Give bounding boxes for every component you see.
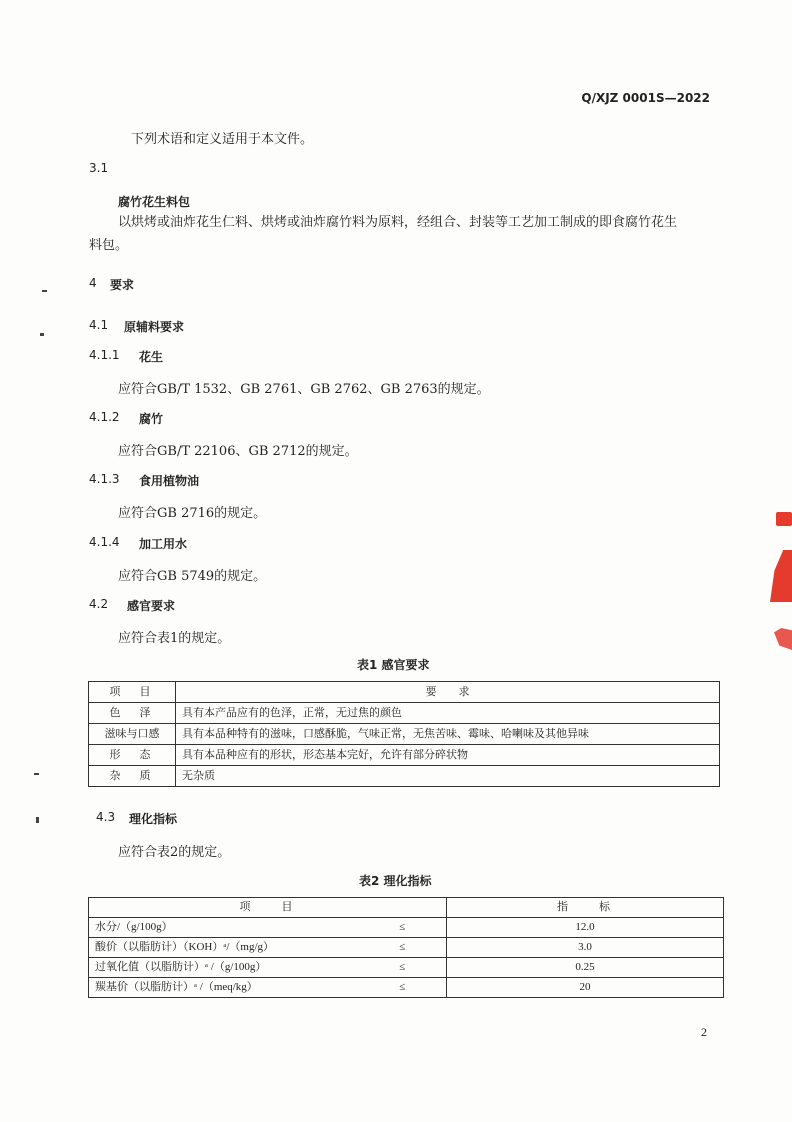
section-4-1-1-text: 应符合GB/T 1532、GB 2761、GB 2762、GB 2763的规定。	[118, 382, 490, 397]
section-4-1-title: 原辅料要求	[124, 320, 185, 334]
table-row	[89, 938, 724, 958]
intro-text: 下列术语和定义适用于本文件。	[131, 132, 314, 147]
section-4-1-2-text: 应符合GB/T 22106、GB 2712的规定。	[118, 444, 358, 459]
table1-cell-item: 形 态	[89, 745, 176, 766]
table1-caption: 表1 感官要求	[357, 658, 430, 672]
table2-cell-value: 12.0	[447, 918, 724, 938]
section-4-3-number: 4.3	[96, 810, 116, 824]
table2-cell-value: 0.25	[447, 958, 724, 978]
section-4-1-4-title: 加工用水	[139, 537, 188, 551]
table2-cell-comparator: ≤	[359, 958, 447, 978]
section-4-1-3-text: 应符合GB 2716的规定。	[118, 506, 267, 521]
section-4-1-number: 4.1	[89, 318, 109, 332]
section-4-1-3-number: 4.1.3	[89, 472, 120, 486]
table-row	[89, 724, 720, 745]
table-row	[89, 978, 724, 998]
table1-cell-requirement: 具有本产品应有的色泽，正常，无过焦的颜色	[176, 703, 720, 724]
table2-caption: 表2 理化指标	[359, 874, 432, 888]
section-4-1-1-title: 花生	[139, 350, 164, 364]
document-code: Q/XJZ 0001S—2022	[581, 91, 710, 105]
section-4-3-text: 应符合表2的规定。	[118, 845, 231, 860]
table2-cell-item: 过氧化值（以脂肪计）ᵃ /（g/100g）	[89, 958, 359, 978]
table-physicochemical-indicators	[88, 897, 724, 998]
table2-cell-item: 酸价（以脂肪计）（KOH）ᵃ/（mg/g）	[89, 938, 359, 958]
section-4-1-1-number: 4.1.1	[89, 348, 120, 362]
scan-mark	[36, 817, 39, 823]
term-number: 3.1	[89, 161, 109, 175]
table2-cell-value: 20	[447, 978, 724, 998]
section-4-title: 要求	[110, 278, 135, 292]
stamp-fragment-bottom	[774, 628, 792, 650]
term-definition-line1: 以烘烤或油炸花生仁料、烘烤或油炸腐竹料为原料，经组合、封装等工艺加工制成的即食腐竹花生	[118, 215, 678, 230]
page-number: 2	[701, 1025, 707, 1039]
stamp-fragment-top	[776, 512, 792, 526]
table1-header-requirement: 要 求	[176, 682, 720, 703]
scan-mark	[40, 333, 44, 336]
term-definition-line2: 料包。	[89, 238, 129, 253]
table-row	[89, 918, 724, 938]
table1-cell-item: 色 泽	[89, 703, 176, 724]
table-row	[89, 745, 720, 766]
section-4-2-number: 4.2	[89, 597, 109, 611]
table1-cell-requirement: 无杂质	[176, 766, 720, 787]
table2-header-item: 项 目	[89, 898, 447, 918]
table-row	[89, 703, 720, 724]
section-4-2-title: 感官要求	[127, 599, 176, 613]
section-4-1-3-title: 食用植物油	[139, 474, 200, 488]
section-4-2-text: 应符合表1的规定。	[118, 631, 231, 646]
table1-header-item: 项 目	[89, 682, 176, 703]
table2-cell-comparator: ≤	[359, 938, 447, 958]
table1-cell-requirement: 具有本品种特有的滋味，口感酥脆，气味正常，无焦苦味、霉味、哈喇味及其他异味	[176, 724, 720, 745]
table-row	[89, 958, 724, 978]
section-4-1-2-number: 4.1.2	[89, 410, 120, 424]
section-4-1-4-text: 应符合GB 5749的规定。	[118, 569, 267, 584]
scan-mark	[34, 773, 39, 775]
table2-cell-comparator: ≤	[359, 978, 447, 998]
table1-cell-requirement: 具有本品种应有的形状，形态基本完好，允许有部分碎状物	[176, 745, 720, 766]
table2-header-row	[89, 898, 724, 918]
section-4-1-2-title: 腐竹	[139, 412, 164, 426]
term-name: 腐竹花生料包	[118, 195, 191, 209]
table2-cell-item: 水分/（g/100g）	[89, 918, 359, 938]
table-sensory-requirements	[88, 681, 720, 787]
scan-mark	[42, 290, 47, 292]
table1-cell-item: 杂 质	[89, 766, 176, 787]
table2-cell-comparator: ≤	[359, 918, 447, 938]
section-4-3-title: 理化指标	[129, 812, 178, 826]
table-row	[89, 766, 720, 787]
table1-cell-item: 滋味与口感	[89, 724, 176, 745]
stamp-fragment-middle	[770, 550, 792, 602]
table2-header-indicator: 指 标	[447, 898, 724, 918]
table1-header-row	[89, 682, 720, 703]
table2-cell-item: 羰基价（以脂肪计）ᵃ /（meq/kg）	[89, 978, 359, 998]
section-4-1-4-number: 4.1.4	[89, 535, 120, 549]
table2-cell-value: 3.0	[447, 938, 724, 958]
section-4-number: 4	[89, 276, 97, 290]
